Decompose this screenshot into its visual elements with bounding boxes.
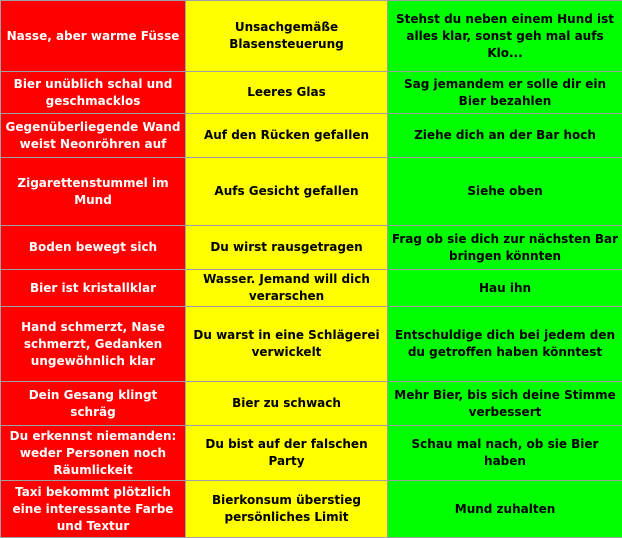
- cause-cell: Du wirst rausgetragen: [186, 226, 388, 270]
- cause-cell: Aufs Gesicht gefallen: [186, 158, 388, 226]
- symptom-cell: Bier unüblich schal und geschmacklos: [1, 72, 186, 114]
- symptom-cell: Dein Gesang klingt schräg: [1, 382, 186, 426]
- table-row: [1, 1, 622, 72]
- symptom-cell: Gegenüberliegende Wand weist Neonröhren auf: [1, 114, 186, 158]
- remedy-cell: Frag ob sie dich zur nächsten Bar bringen könnten: [388, 226, 622, 270]
- symptom-cell: Taxi bekommt plötzlich eine interessante Farbe und Textur: [1, 481, 186, 538]
- table-row: [1, 226, 622, 270]
- symptom-cell: Nasse, aber warme Füsse: [1, 1, 186, 72]
- remedy-cell: Schau mal nach, ob sie Bier haben: [388, 426, 622, 481]
- remedy-cell: Mund zuhalten: [388, 481, 622, 538]
- symptom-cell: Zigarettenstummel im Mund: [1, 158, 186, 226]
- table-row: [1, 158, 622, 226]
- table-row: [1, 307, 622, 382]
- table-row: [1, 426, 622, 481]
- table-row: [1, 72, 622, 114]
- symptom-cell: Boden bewegt sich: [1, 226, 186, 270]
- table-row: [1, 114, 622, 158]
- table-row: [1, 382, 622, 426]
- cause-cell: Du warst in eine Schlägerei verwickelt: [186, 307, 388, 382]
- symptom-cell: Bier ist kristallklar: [1, 270, 186, 307]
- remedy-cell: Ziehe dich an der Bar hoch: [388, 114, 622, 158]
- symptom-cell: Du erkennst niemanden: weder Personen noch Räumlickeit: [1, 426, 186, 481]
- table-row: [1, 481, 622, 538]
- remedy-cell: Siehe oben: [388, 158, 622, 226]
- remedy-cell: Mehr Bier, bis sich deine Stimme verbessert: [388, 382, 622, 426]
- remedy-cell: Hau ihn: [388, 270, 622, 307]
- symptom-cell: Hand schmerzt, Nase schmerzt, Gedanken ungewöhnlich klar: [1, 307, 186, 382]
- cause-cell: Leeres Glas: [186, 72, 388, 114]
- cause-cell: Auf den Rücken gefallen: [186, 114, 388, 158]
- cause-cell: Unsachgemäße Blasensteuerung: [186, 1, 388, 72]
- table-row: [1, 270, 622, 307]
- cause-cell: Wasser. Jemand will dich verarschen: [186, 270, 388, 307]
- cause-cell: Du bist auf der falschen Party: [186, 426, 388, 481]
- cause-cell: Bier zu schwach: [186, 382, 388, 426]
- cause-cell: Bierkonsum überstieg persönliches Limit: [186, 481, 388, 538]
- remedy-cell: Sag jemandem er solle dir ein Bier bezahlen: [388, 72, 622, 114]
- remedy-cell: Entschuldige dich bei jedem den du getroffen haben könntest: [388, 307, 622, 382]
- remedy-cell: Stehst du neben einem Hund ist alles klar, sonst geh mal aufs Klo...: [388, 1, 622, 72]
